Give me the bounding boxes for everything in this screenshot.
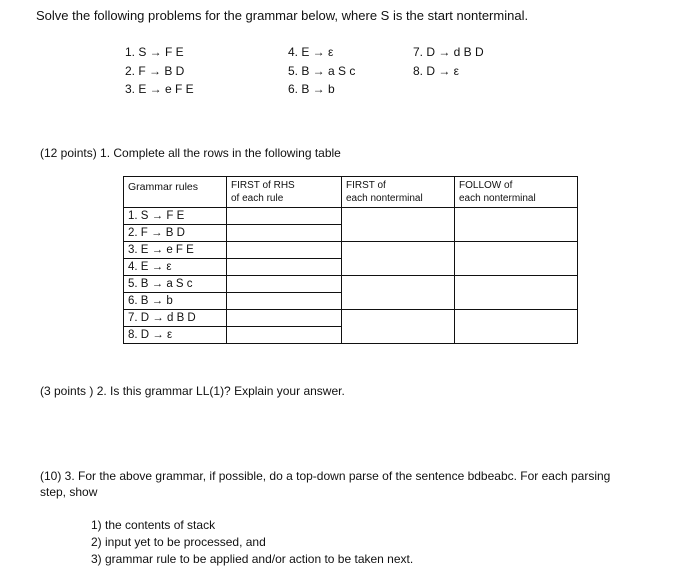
first-rhs-cell[interactable] — [227, 310, 342, 327]
first-nt-cell[interactable] — [342, 208, 455, 242]
follow-cell[interactable] — [455, 276, 578, 310]
rule-cell: 5. B → a S c — [124, 276, 227, 293]
header-follow-nonterminal: FOLLOW of each nonterminal — [455, 177, 578, 208]
rule-cell: 4. E → ε — [124, 259, 227, 276]
rule-4: 4. E → ε — [288, 45, 334, 59]
list-item: 3) grammar rule to be applied and/or action to be taken next. — [91, 552, 414, 566]
first-rhs-cell[interactable] — [227, 225, 342, 242]
intro-text: Solve the following problems for the grammar below, where S is the start nonterminal. — [36, 8, 529, 23]
table-row — [124, 208, 578, 225]
first-rhs-cell[interactable] — [227, 276, 342, 293]
rule-7: 7. D → d B D — [413, 45, 484, 59]
first-follow-table — [123, 176, 578, 344]
rule-cell: 8. D → ε — [124, 327, 227, 344]
rule-2: 2. F → B D — [125, 63, 185, 78]
follow-cell[interactable] — [455, 208, 578, 242]
rule-cell: 1. S → F E — [124, 208, 227, 225]
rule-1: 1. S → F E — [125, 45, 184, 59]
header-first-nonterminal: FIRST of each nonterminal — [342, 177, 455, 208]
list-item: 1) the contents of stack — [91, 518, 216, 532]
first-rhs-cell[interactable] — [227, 208, 342, 225]
follow-cell[interactable] — [455, 242, 578, 276]
table-row — [124, 276, 578, 293]
first-rhs-cell[interactable] — [227, 259, 342, 276]
list-item: 2) input yet to be processed, and — [91, 535, 266, 549]
rule-cell: 3. E → e F E — [124, 242, 227, 259]
first-rhs-cell[interactable] — [227, 293, 342, 310]
question-1 — [40, 146, 341, 160]
rule-cell: 6. B → b — [124, 293, 227, 310]
table-header-row — [124, 177, 578, 208]
first-rhs-cell[interactable] — [227, 242, 342, 259]
first-nt-cell[interactable] — [342, 310, 455, 344]
question-3-line-1: (10) 3. For the above grammar, if possible, do a top-down parse of the sentence bdbeabc. For each parsing — [40, 469, 611, 483]
rules-column-2 — [288, 43, 355, 99]
first-rhs-cell[interactable] — [227, 327, 342, 344]
table-row — [124, 310, 578, 327]
question-3-line-2: step, show — [40, 485, 98, 499]
follow-cell[interactable] — [455, 310, 578, 344]
rules-column-3 — [413, 43, 484, 80]
rule-6: 6. B → b — [288, 82, 335, 96]
first-nt-cell[interactable] — [342, 242, 455, 276]
rule-3: 3. E → e F E — [125, 82, 194, 96]
rule-cell: 2. F → B D — [124, 225, 227, 242]
question-1-text: 1. Complete all the rows in the following table — [100, 146, 341, 160]
header-first-rhs: FIRST of RHS of each rule — [227, 177, 342, 208]
rule-8: 8. D → ε — [413, 63, 460, 78]
question-1-points: (12 points) — [40, 146, 97, 160]
header-grammar-rules: Grammar rules — [124, 177, 227, 208]
question-2: (3 points ) 2. Is this grammar LL(1)? Explain your answer. — [40, 384, 345, 398]
rules-column-1 — [125, 43, 194, 99]
table-row — [124, 242, 578, 259]
rule-cell: 7. D → d B D — [124, 310, 227, 327]
rule-5: 5. B → a S c — [288, 63, 356, 78]
first-nt-cell[interactable] — [342, 276, 455, 310]
